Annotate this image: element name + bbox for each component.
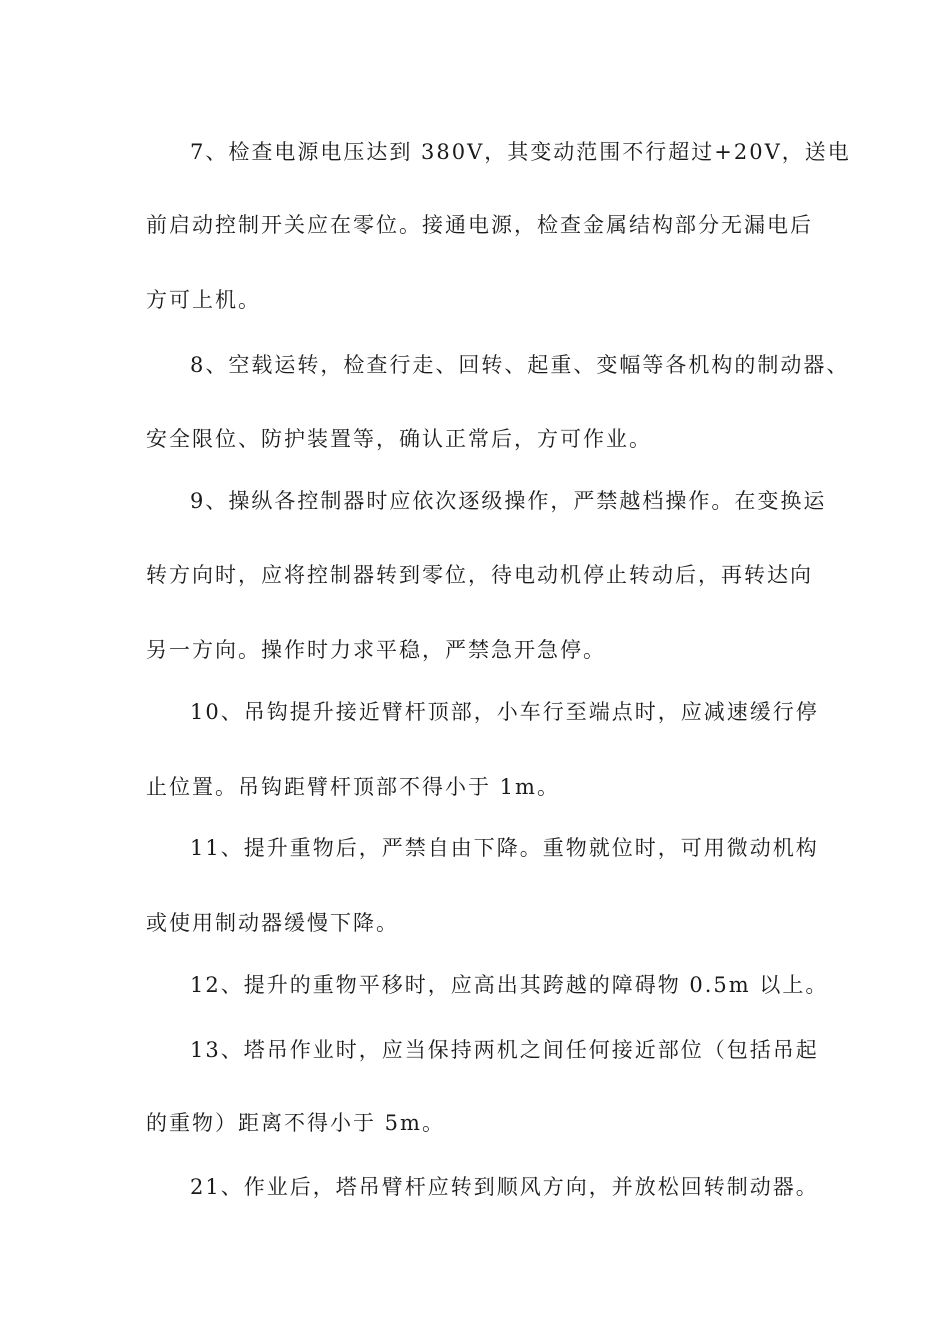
- text-line-item-10-start: 10、吊钩提升接近臂杆顶部，小车行至端点时，应减速缓行停: [190, 700, 819, 724]
- text-line-item-10-end: 止位置。吊钩距臂杆顶部不得小于 1m。: [146, 775, 560, 799]
- text-line-item-11-start: 11、提升重物后，严禁自由下降。重物就位时，可用微动机构: [190, 836, 819, 860]
- text-line-item-21: 21、作业后，塔吊臂杆应转到顺风方向，并放松回转制动器。: [190, 1175, 819, 1199]
- text-line-item-8-end: 安全限位、防护装置等，确认正常后，方可作业。: [146, 427, 652, 451]
- text-line-item-11-end: 或使用制动器缓慢下降。: [146, 911, 399, 935]
- text-line-item-8-start: 8、空载运转，检查行走、回转、起重、变幅等各机构的制动器、: [190, 353, 850, 377]
- text-line-item-13-end: 的重物）距离不得小于 5m。: [146, 1111, 445, 1135]
- text-line-item-9-end: 另一方向。操作时力求平稳，严禁急开急停。: [146, 638, 606, 662]
- text-line-item-9-cont: 转方向时，应将控制器转到零位，待电动机停止转动后，再转达向: [146, 563, 813, 587]
- text-line-item-9-start: 9、操纵各控制器时应依次逐级操作，严禁越档操作。在变换运: [190, 489, 827, 513]
- text-line-item-7-start: 7、检查电源电压达到 380V，其变动范围不行超过+20V，送电: [190, 140, 851, 164]
- text-line-item-7-end: 方可上机。: [146, 288, 261, 312]
- text-line-item-12: 12、提升的重物平移时，应高出其跨越的障碍物 0.5m 以上。: [190, 973, 829, 997]
- text-line-item-13-start: 13、塔吊作业时，应当保持两机之间任何接近部位（包括吊起: [190, 1038, 819, 1062]
- text-line-item-7-cont: 前启动控制开关应在零位。接通电源，检查金属结构部分无漏电后: [146, 213, 813, 237]
